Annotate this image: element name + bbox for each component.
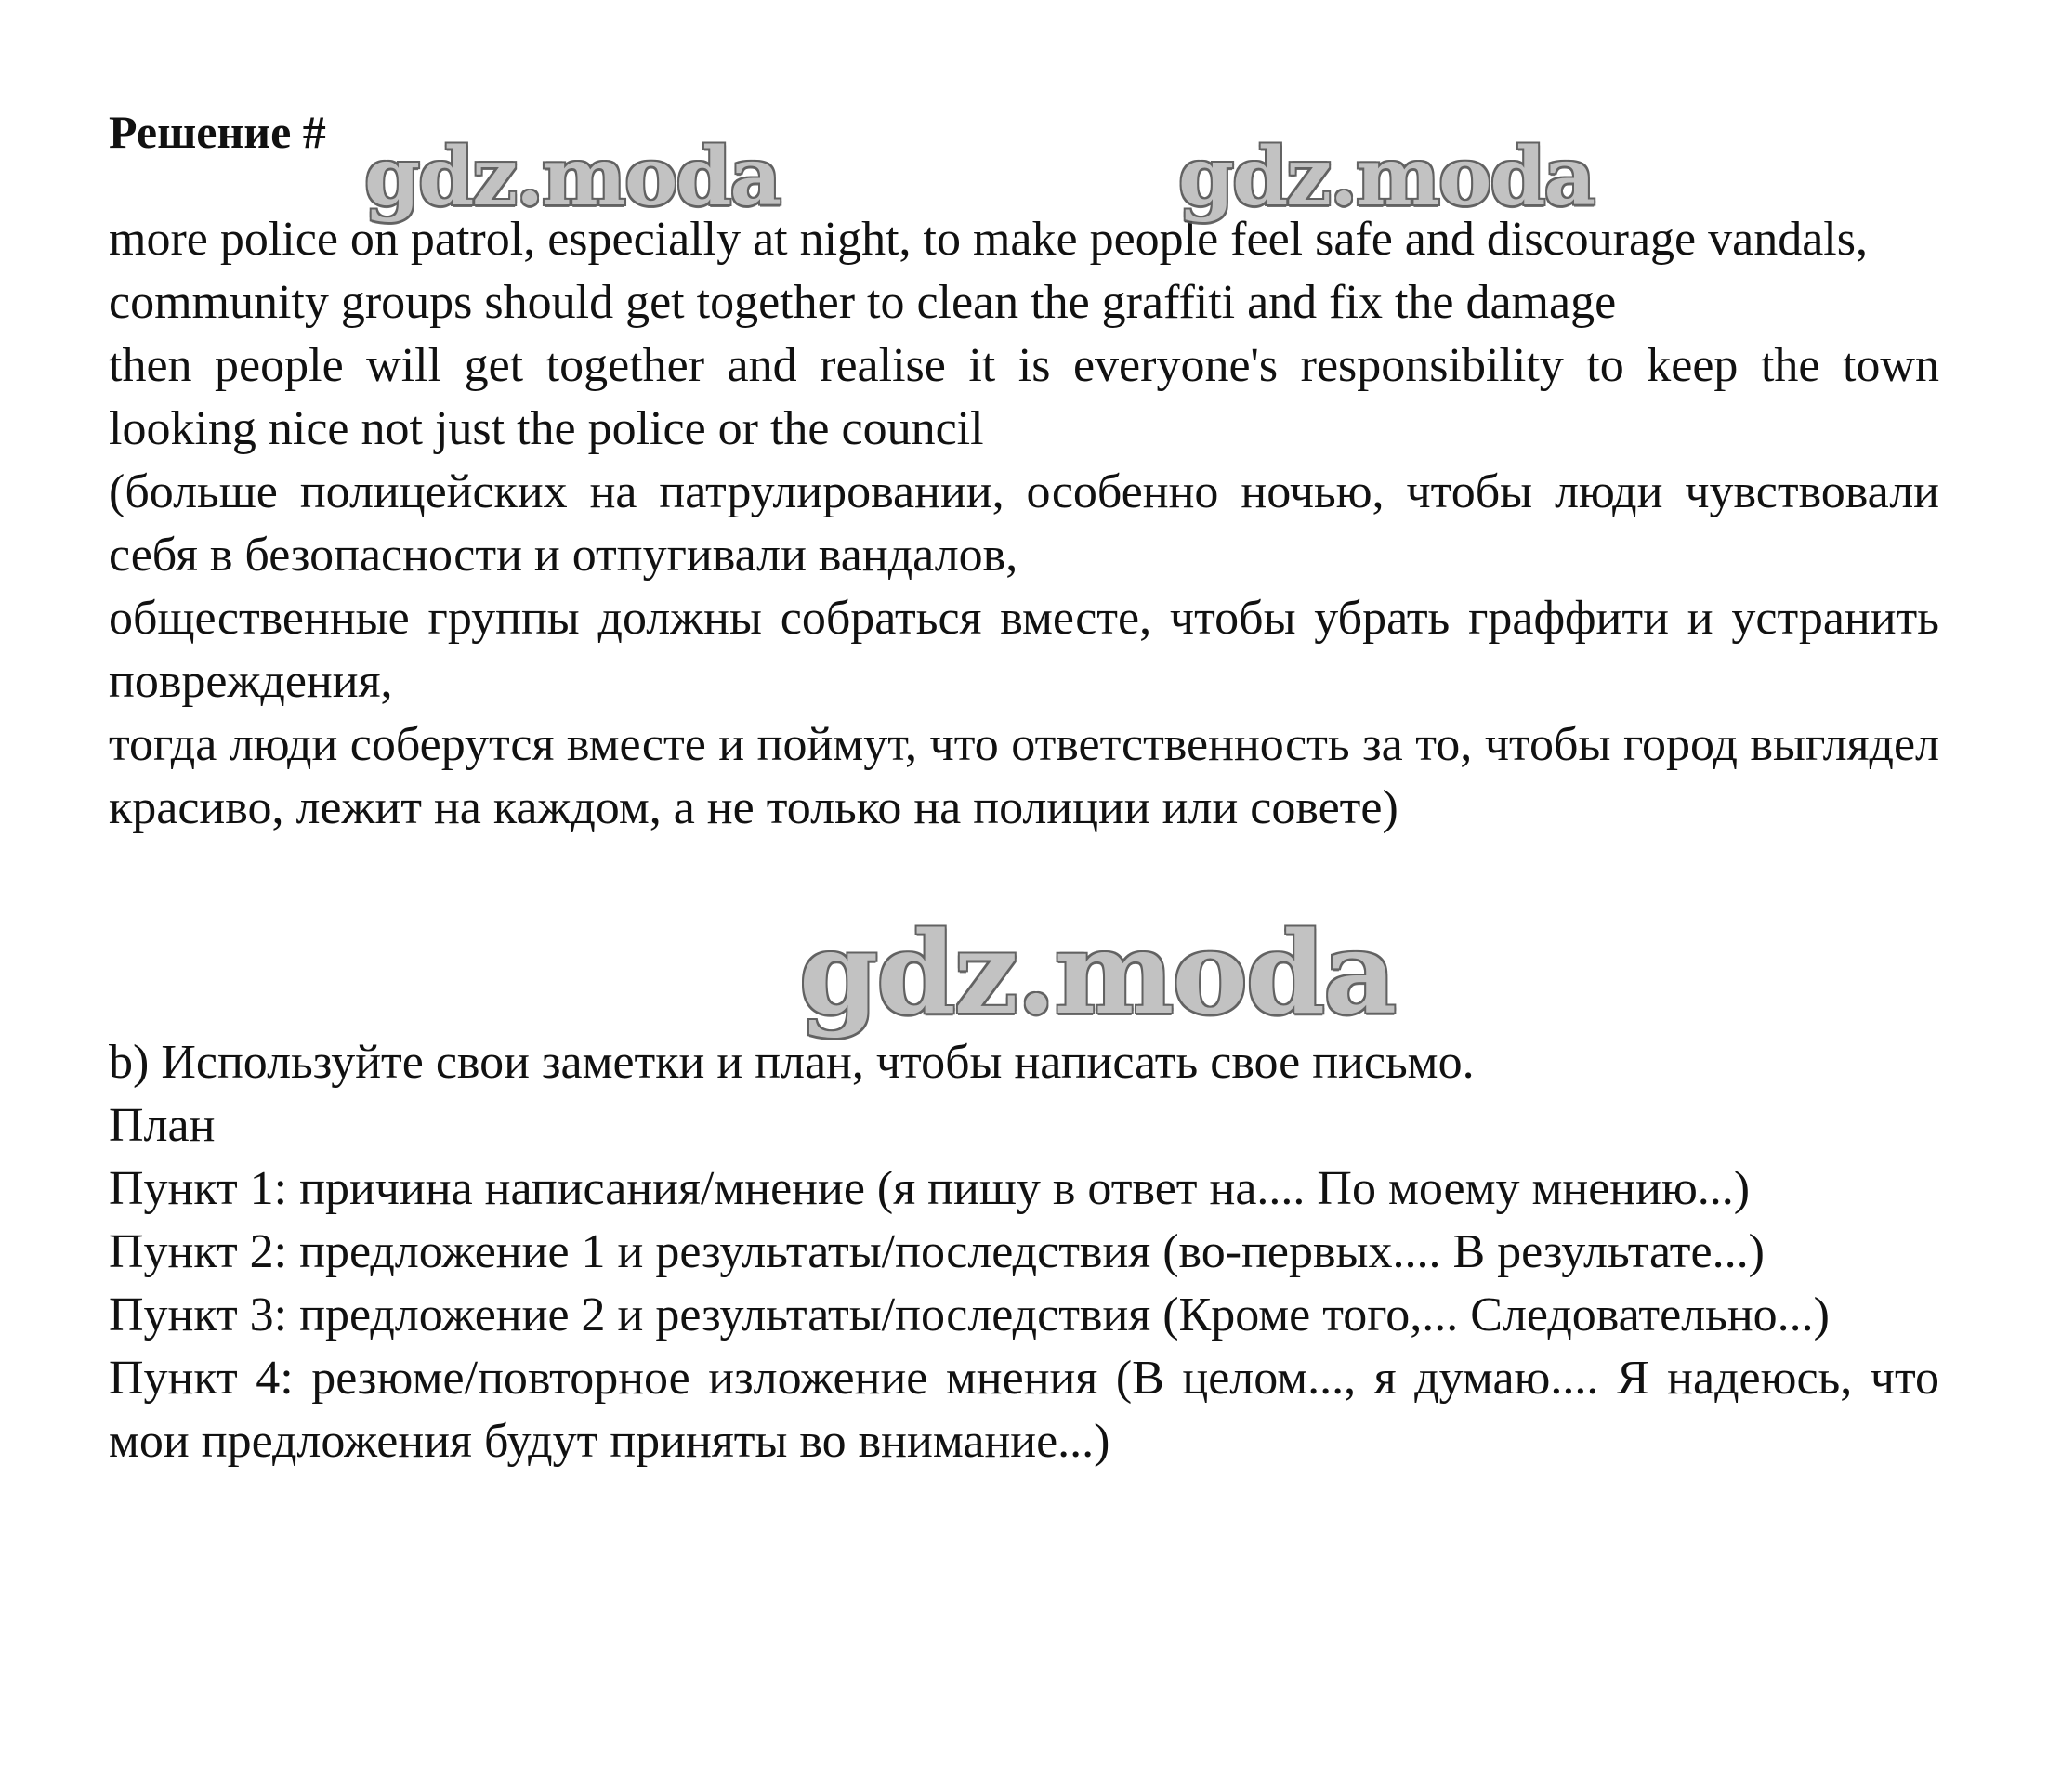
watermark-logo: gdz.moda [1178,130,1595,224]
solution-heading: Решение # [109,106,326,158]
plan-item: Пункт 4: резюме/повторное изложение мнения (В целом..., я думаю.... Я надеюсь, что мои предложения будут приняты во внимание...) [109,1352,1939,1468]
answer-paragraph: community groups should get together to clean the graffiti and fix the damage [109,276,1617,329]
plan-item: Пункт 2: предложение 1 и результаты/последствия (во-первых.... В результате...) [109,1225,1765,1278]
answer-paragraph: (больше полицейских на патрулировании, особенно ночью, чтобы люди чувствовали себя в безопасности и отпугивали вандалов, [109,465,1939,582]
plan-block [109,1031,1939,1473]
plan-title: План [109,1099,216,1152]
answer-paragraph: общественные группы должны собраться вместе, чтобы убрать граффити и устранить повреждения, [109,592,1939,708]
answer-paragraph: тогда люди соберутся вместе и поймут, что ответственность за то, чтобы город выглядел красиво, лежит на каждом, а не только на полиции или совете) [109,718,1939,834]
task-instruction: b) Используйте свои заметки и план, чтобы написать свое письмо. [109,1036,1475,1089]
answer-block [109,208,1939,840]
watermark-logo: gdz.moda [364,130,781,224]
answer-paragraph: more police on patrol, especially at night, to make people feel safe and discourage vandals, [109,213,1868,266]
answer-paragraph: then people will get together and realise it is everyone's responsibility to keep the town looking nice not just the police or the council [109,339,1939,455]
plan-item: Пункт 1: причина написания/мнение (я пишу в ответ на.... По моему мнению...) [109,1162,1751,1215]
plan-item: Пункт 3: предложение 2 и результаты/последствия (Кроме того,... Следовательно...) [109,1288,1830,1341]
watermark-logo: gdz.moda [799,906,1396,1040]
